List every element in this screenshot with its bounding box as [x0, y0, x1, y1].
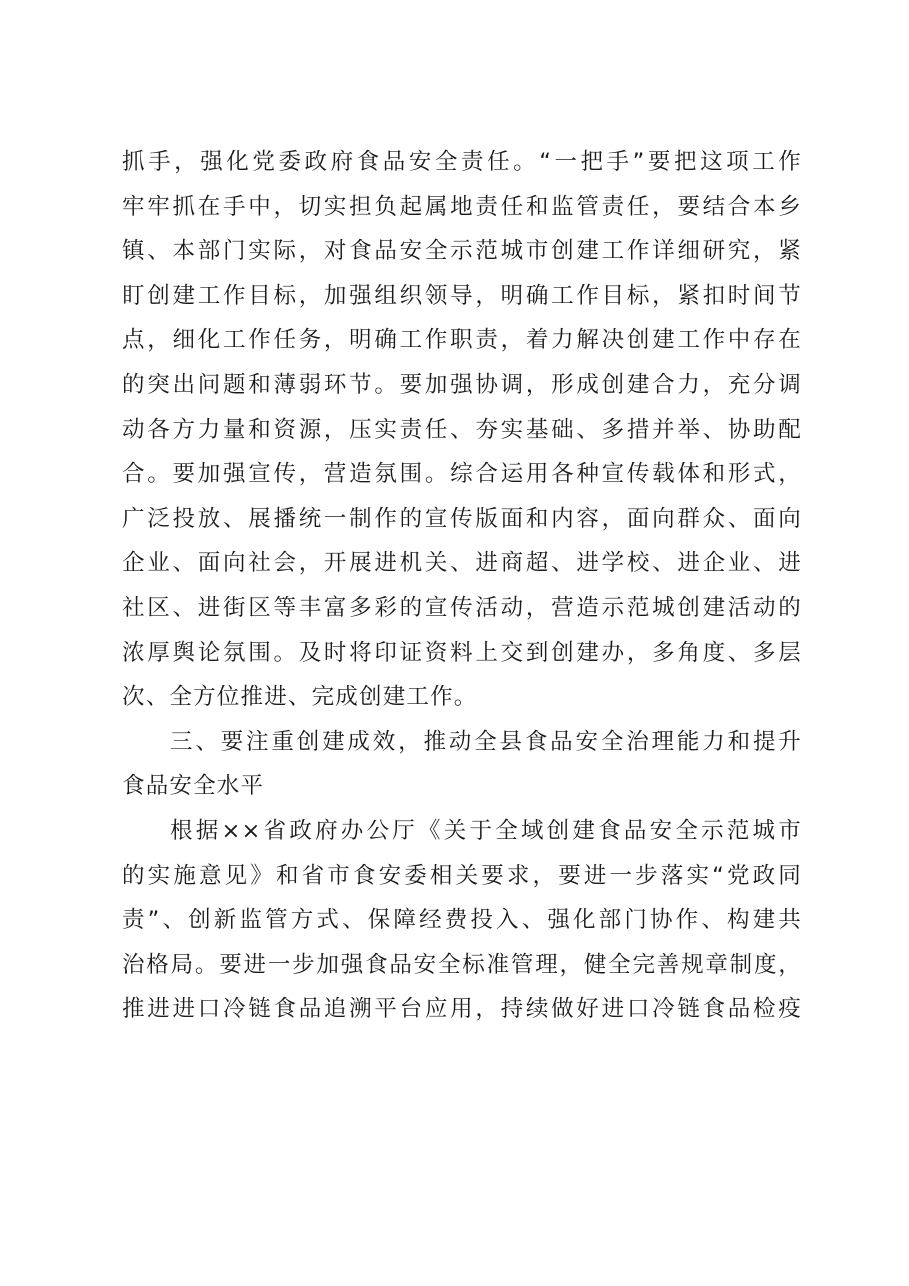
- text-line: 推进进口冷链食品追溯平台应用，持续做好进口冷链食品检疫: [122, 996, 802, 1023]
- text-line: 社区、进街区等丰富多彩的宣传活动，营造示范城创建活动的: [122, 594, 802, 621]
- text-line: 抓手，强化党委政府食品安全责任。“一把手”要把这项工作: [122, 149, 802, 175]
- section-heading: 三、要注重创建成效，推动全县食品安全治理能力和提升: [170, 728, 802, 755]
- body-text: [122, 140, 802, 1032]
- text-line: 浓厚舆论氛围。及时将印证资料上交到创建办，多角度、多层: [122, 639, 802, 666]
- text-line: 点，细化工作任务，明确工作职责，着力解决创建工作中存在: [122, 327, 802, 354]
- text-line: 企业、面向社会，开展进机关、进商超、进学校、进企业、进: [122, 550, 802, 577]
- text-line: 责”、创新监管方式、保障经费投入、强化部门协作、构建共: [122, 907, 802, 934]
- text-line: 盯创建工作目标，加强组织领导，明确工作目标，紧扣时间节: [122, 282, 802, 309]
- text-line: 牢牢抓在手中，切实担负起属地责任和监管责任，要结合本乡: [122, 193, 802, 220]
- text-line: 次、全方位推进、完成创建工作。: [122, 684, 478, 711]
- text-line: 合。要加强宣传，营造氛围。综合运用各种宣传载体和形式，: [122, 461, 802, 488]
- text-line: 的突出问题和薄弱环节。要加强协调，形成创建合力，充分调: [122, 371, 802, 398]
- text-line: 动各方力量和资源，压实责任、夯实基础、多措并举、协助配: [122, 416, 802, 443]
- text-line: 根据××省政府办公厅《关于全域创建食品安全示范城市: [170, 817, 802, 844]
- text-line: 治格局。要进一步加强食品安全标准管理，健全完善规章制度，: [122, 951, 802, 978]
- section-heading-continuation: 食品安全水平: [122, 773, 265, 800]
- text-line: 的实施意见》和省市食安委相关要求，要进一步落实“党政同: [122, 862, 802, 889]
- text-line: 广泛投放、展播统一制作的宣传版面和内容，面向群众、面向: [122, 505, 802, 532]
- text-line: 镇、本部门实际，对食品安全示范城市创建工作详细研究，紧: [122, 238, 802, 265]
